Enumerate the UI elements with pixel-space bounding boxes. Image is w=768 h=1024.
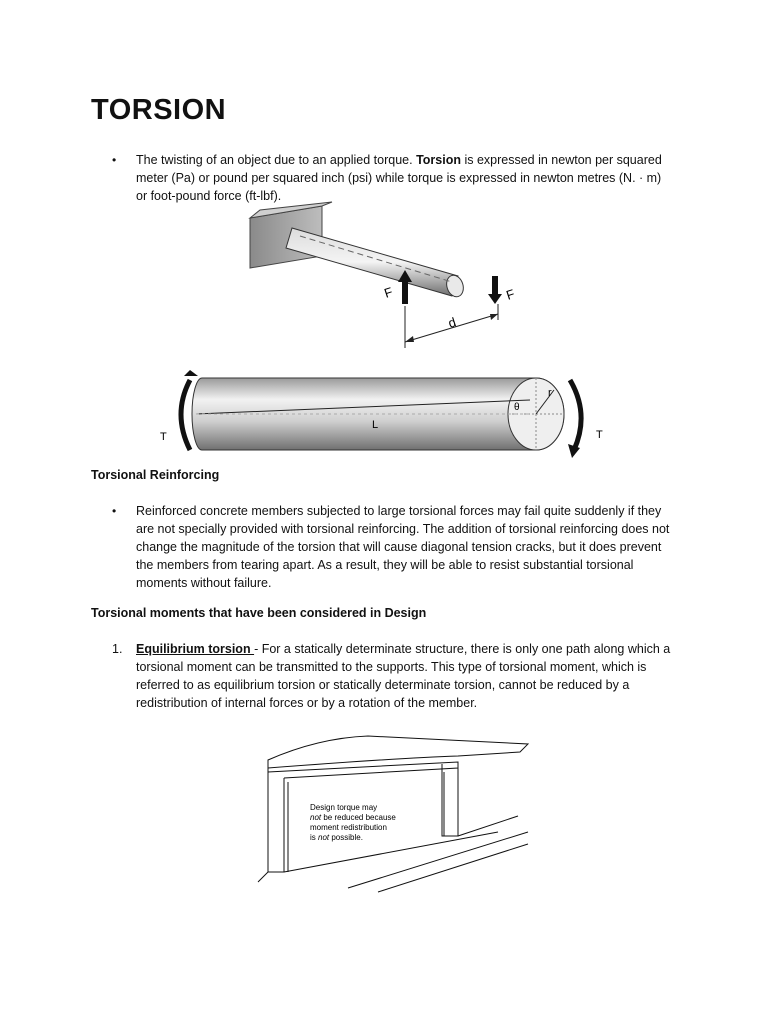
reinforcing-bullet-item <box>112 502 672 592</box>
intro-paragraph <box>136 151 672 205</box>
equilibrium-paragraph <box>136 640 672 712</box>
intro-bullet-item <box>112 151 672 205</box>
reinforcing-paragraph: Reinforced concrete members subjected to large torsional forces may fail quite suddenly if they are not specially provided with torsional reinforcing. The addition of torsional reinforcing does not change the magnitude of the torsion that will cause diagonal tension cracks, but it does prevent the members from tearing apart. As a result, they will be able to resist substantial torsional moments without failure. <box>136 504 670 590</box>
distance-label: d <box>446 314 458 331</box>
note-text: is <box>310 833 318 842</box>
shaft-torsion-figure <box>150 370 603 460</box>
intro-text-end: is expressed in newton per squared meter (Pa) or pound per squared inch (psi) while torque is expressed in newton metres (N. · m) or foot-pound force (ft-lbf). <box>136 153 662 203</box>
force-right-label: F <box>504 286 517 303</box>
equilibrium-torsion-figure <box>258 732 538 897</box>
figure-note-line3: moment redistribution <box>310 823 387 832</box>
radius-label: r <box>548 387 552 399</box>
item-number: 1. <box>112 642 123 656</box>
intro-text-start: The twisting of an object due to an applied torque. <box>136 153 417 167</box>
note-text: possible. <box>329 833 363 842</box>
note-text: be reduced because <box>321 813 396 822</box>
note-emphasis-not: not <box>310 813 322 822</box>
bullet-marker: • <box>112 504 117 518</box>
figure-note-line1: Design torque may <box>310 803 378 812</box>
numbered-item-1 <box>112 640 672 712</box>
force-left-label: F <box>382 284 395 301</box>
angle-label: θ <box>514 402 520 413</box>
bullet-marker: • <box>112 153 117 167</box>
note-emphasis-not: not <box>318 833 330 842</box>
length-label: L <box>372 419 379 431</box>
torque-left-label: T <box>160 431 167 443</box>
equilibrium-term: Equilibrium torsion <box>136 642 255 656</box>
cantilever-torque-figure <box>240 200 540 360</box>
equilibrium-text: - For a statically determinate structure, there is only one path along which a torsional moment can be transmitted to the supports. This type of torsional moment, which is referred to as equilibrium torsion or statically determinate torsion, cannot be reduced by a redistribution of internal forces or by a rotation of the member. <box>136 642 671 710</box>
section-heading-design: Torsional moments that have been considered in Design <box>91 606 427 620</box>
page-title: TORSION <box>91 94 227 126</box>
intro-bold-term: Torsion <box>416 153 461 167</box>
figure-note-line2 <box>310 813 396 822</box>
figure-note-line4 <box>310 833 363 842</box>
torque-right-label: T <box>596 429 603 441</box>
section-heading-reinforcing: Torsional Reinforcing <box>91 468 220 482</box>
